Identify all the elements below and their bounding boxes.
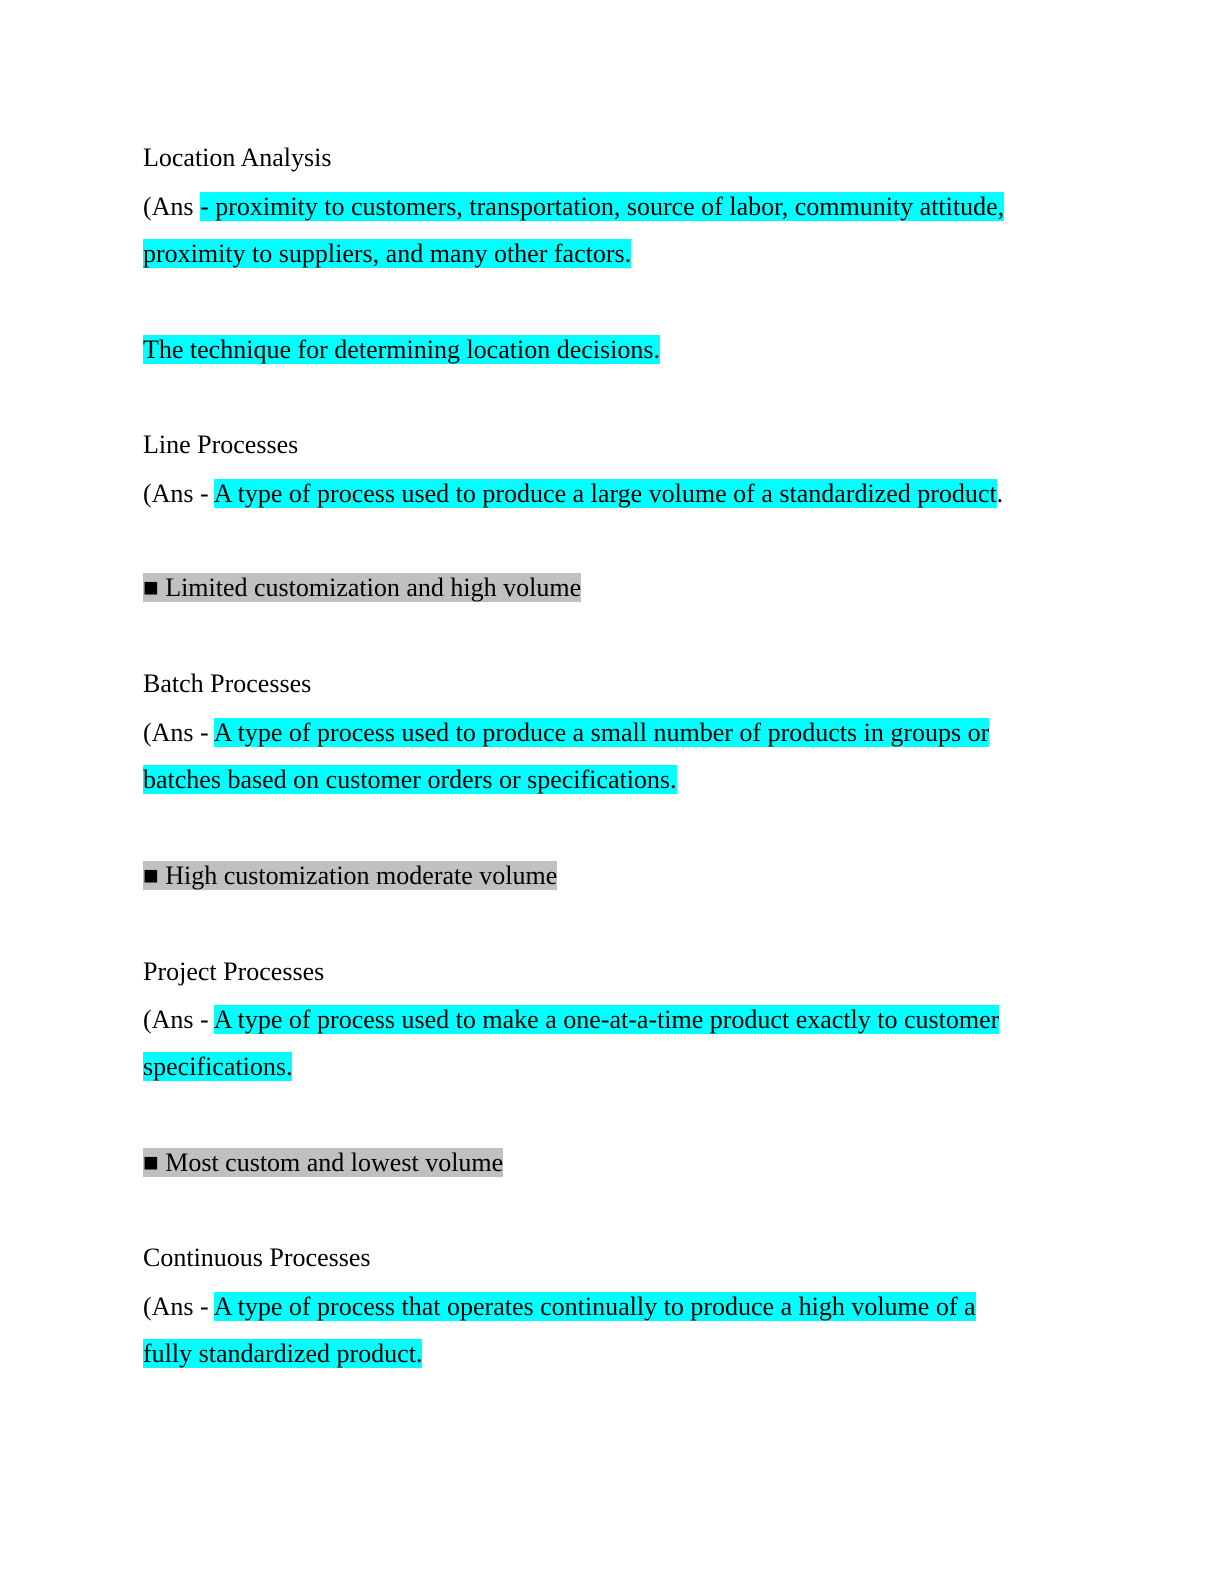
answer-suffix: .	[996, 479, 1004, 508]
term-project-processes: Project Processes	[143, 957, 325, 986]
answer-line	[143, 477, 1003, 511]
answer-highlight: specifications.	[143, 1052, 293, 1081]
term-line-processes: Line Processes	[143, 430, 299, 459]
term-heading	[143, 1241, 371, 1275]
answer-highlight: - proximity to customers, transportation, source of labor, community attitude,	[200, 192, 1005, 221]
answer-highlight: A type of process that operates continually to produce a high volume of a	[213, 1292, 976, 1321]
answer-highlight: A type of process used to produce a large volume of a standardized product	[213, 479, 997, 508]
term-location-analysis: Location Analysis	[143, 143, 332, 172]
term-batch-processes: Batch Processes	[143, 669, 312, 698]
answer-highlight: A type of process used to produce a small number of products in groups or	[213, 718, 990, 747]
note-highlight: ■ Limited customization and high volume	[143, 573, 582, 602]
answer-line-continued	[143, 237, 631, 271]
answer-line	[143, 190, 1004, 224]
answer-prefix: (Ans -	[143, 718, 214, 747]
answer-highlight: batches based on customer orders or specifications.	[143, 765, 677, 794]
answer-line	[143, 1003, 999, 1037]
note-highlight: The technique for determining location decisions.	[143, 335, 660, 364]
answer-line	[143, 716, 989, 750]
note-line	[143, 1146, 503, 1180]
note-line	[143, 333, 660, 367]
answer-highlight: proximity to suppliers, and many other factors.	[143, 239, 632, 268]
answer-prefix: (Ans -	[143, 479, 214, 508]
note-highlight: ■ High customization moderate volume	[143, 861, 558, 890]
answer-highlight: fully standardized product.	[143, 1339, 423, 1368]
answer-line-continued	[143, 1050, 292, 1084]
term-heading	[143, 428, 298, 462]
term-heading	[143, 955, 324, 989]
note-line	[143, 571, 581, 605]
answer-prefix: (Ans	[143, 192, 201, 221]
term-continuous-processes: Continuous Processes	[143, 1243, 371, 1272]
answer-highlight: A type of process used to make a one-at-a-time product exactly to customer	[213, 1005, 1000, 1034]
answer-prefix: (Ans -	[143, 1292, 214, 1321]
note-highlight: ■ Most custom and lowest volume	[143, 1148, 504, 1177]
answer-prefix: (Ans -	[143, 1005, 214, 1034]
answer-line-continued	[143, 763, 677, 797]
term-heading	[143, 667, 311, 701]
answer-line	[143, 1290, 976, 1324]
note-line	[143, 859, 557, 893]
term-heading	[143, 141, 331, 175]
answer-line-continued	[143, 1337, 422, 1371]
